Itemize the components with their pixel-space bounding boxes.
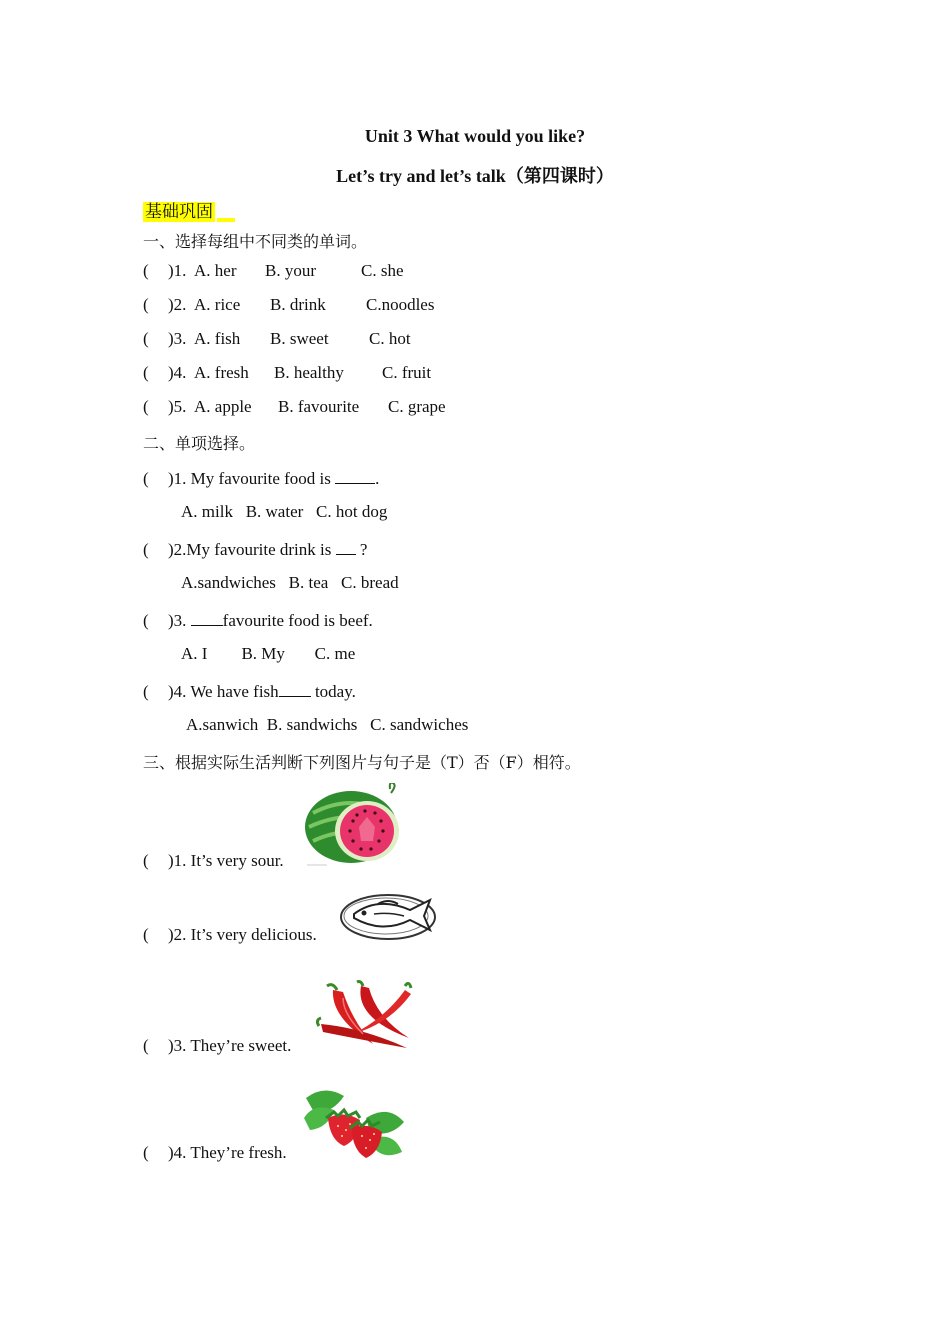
- part3-item-3: [143, 1036, 291, 1056]
- answer-blank[interactable]: [336, 538, 356, 555]
- item-number: )4.: [168, 363, 187, 382]
- chili-peppers-picture: [313, 978, 415, 1056]
- part1-item-4: [143, 363, 432, 383]
- part2-options-1: A. milk B. water C. hot dog: [181, 502, 388, 521]
- part3-item-1: [143, 851, 284, 871]
- option-b: B. favourite: [278, 397, 360, 416]
- section-label: [143, 197, 235, 222]
- option-c: C.noodles: [366, 295, 435, 314]
- part2-options-2: A.sandwiches B. tea C. bread: [181, 573, 399, 592]
- question-stem: )3.: [168, 611, 191, 630]
- option-c: C. grape: [388, 397, 446, 416]
- part1-item-5: [143, 397, 446, 417]
- statement-text: )2. It’s very delicious.: [168, 925, 317, 944]
- fish-picture: [338, 890, 438, 942]
- answer-paren[interactable]: (: [143, 851, 149, 870]
- option-a: A. apple: [194, 397, 252, 416]
- part1-item-2: [143, 295, 435, 315]
- question-stem: )4. We have fish: [168, 682, 279, 701]
- answer-paren[interactable]: (: [143, 295, 149, 314]
- answer-paren[interactable]: (: [143, 469, 149, 488]
- option-a: A. fish: [194, 329, 241, 348]
- part3-item-2: [143, 925, 317, 945]
- answer-blank[interactable]: [335, 467, 375, 484]
- answer-paren[interactable]: (: [143, 329, 149, 348]
- question-stem-end: today.: [310, 682, 356, 701]
- answer-paren[interactable]: (: [143, 1036, 149, 1055]
- question-stem-end: ?: [355, 540, 368, 559]
- statement-text: )4. They’re fresh.: [168, 1143, 287, 1162]
- part3-item-4: [143, 1143, 287, 1163]
- part1-item-3: [143, 329, 411, 349]
- option-c: C. hot: [369, 329, 411, 348]
- part2-item-3: [143, 609, 373, 631]
- part3-heading: 三、根据实际生活判断下列图片与句子是（T）否（F）相符。: [143, 753, 581, 772]
- option-a: A. her: [194, 261, 237, 280]
- option-b: B. healthy: [274, 363, 344, 382]
- option-c: C. fruit: [382, 363, 432, 382]
- question-stem: )1. My favourite food is: [168, 469, 336, 488]
- option-b: B. drink: [270, 295, 326, 314]
- section-label-text: 基础巩固: [145, 202, 213, 222]
- answer-paren[interactable]: (: [143, 611, 149, 630]
- answer-blank[interactable]: [279, 680, 311, 697]
- answer-paren[interactable]: (: [143, 540, 149, 559]
- highlight-mark: [217, 218, 235, 222]
- answer-paren[interactable]: (: [143, 682, 149, 701]
- part2-options-3: A. I B. My C. me: [181, 644, 356, 663]
- question-stem: )2.My favourite drink is: [168, 540, 336, 559]
- part2-item-1: [143, 467, 379, 489]
- strawberries-picture: [304, 1088, 406, 1162]
- statement-text: )3. They’re sweet.: [168, 1036, 292, 1055]
- part1-heading: 一、选择每组中不同类的单词。: [143, 232, 368, 251]
- answer-blank[interactable]: [191, 609, 223, 626]
- answer-paren[interactable]: (: [143, 363, 149, 382]
- answer-paren[interactable]: (: [143, 397, 149, 416]
- document-title: Unit 3 What would you like?: [364, 126, 586, 146]
- part2-options-4: A.sanwich B. sandwichs C. sandwiches: [186, 715, 469, 734]
- item-number: )3.: [168, 329, 187, 348]
- answer-paren[interactable]: (: [143, 1143, 149, 1162]
- question-stem-end: favourite food is beef.: [222, 611, 373, 630]
- item-number: )1.: [168, 261, 187, 280]
- watermelon-picture: [303, 783, 411, 867]
- option-b: B. your: [265, 261, 316, 280]
- part1-item-1: [143, 261, 404, 281]
- option-c: C. she: [361, 261, 404, 280]
- option-a: A. rice: [194, 295, 241, 314]
- item-number: )5.: [168, 397, 187, 416]
- part2-item-2: [143, 538, 367, 560]
- statement-text: )1. It’s very sour.: [168, 851, 284, 870]
- option-a: A. fresh: [194, 363, 249, 382]
- question-stem-end: .: [375, 469, 380, 488]
- answer-paren[interactable]: (: [143, 261, 149, 280]
- item-number: )2.: [168, 295, 187, 314]
- answer-paren[interactable]: (: [143, 925, 149, 944]
- option-b: B. sweet: [270, 329, 329, 348]
- part2-heading: 二、单项选择。: [143, 434, 256, 453]
- part2-item-4: [143, 680, 356, 702]
- document-subtitle: Let’s try and let’s talk（第四课时）: [336, 166, 614, 186]
